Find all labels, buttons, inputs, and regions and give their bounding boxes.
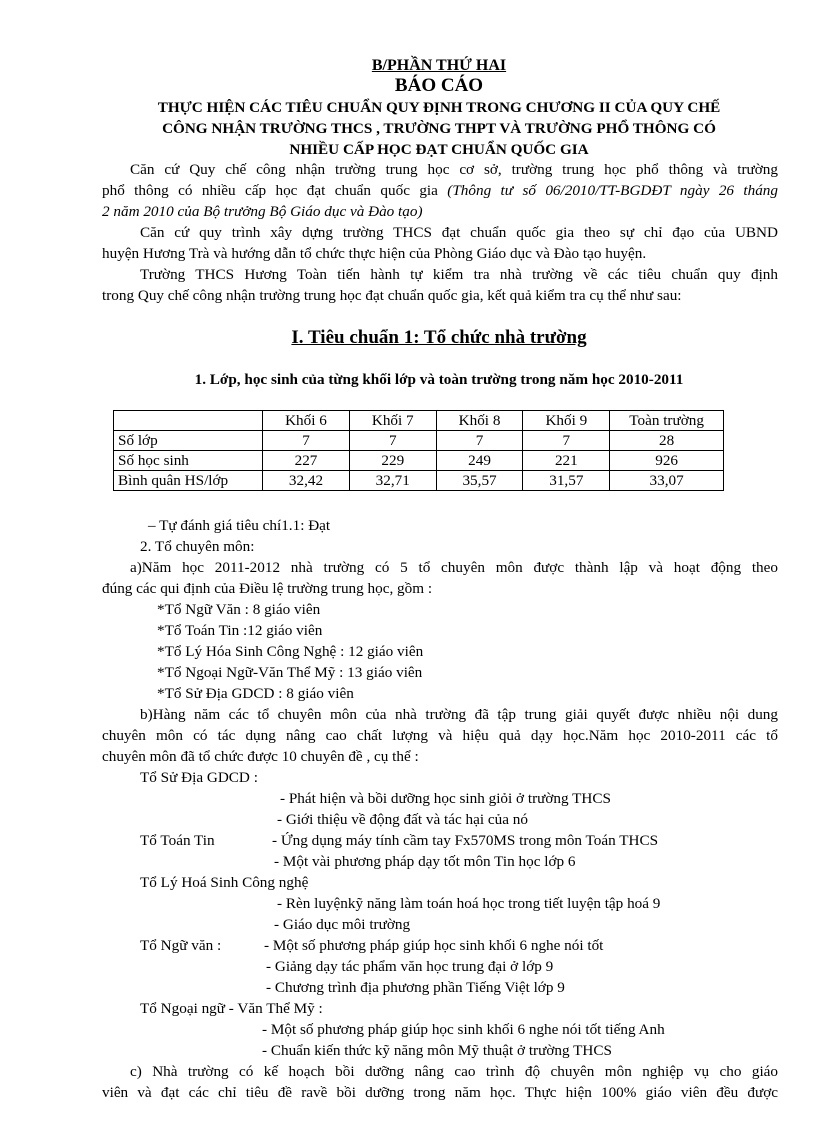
table-cell: 33,07 bbox=[610, 471, 724, 491]
para-c-line-1: c) Nhà trường có kế hoạch bồi dưỡng nâng cao trình độ chuyên môn nghiệp vụ cho giáo bbox=[130, 1063, 778, 1080]
table-cell: 7 bbox=[349, 431, 436, 451]
table-cell: 7 bbox=[436, 431, 523, 451]
intro-p2-line-2: huyện Hương Trà và hướng dẫn tổ chức thực hiện của Phòng Giáo dục và Đào tạo huyện. bbox=[102, 245, 647, 262]
table-row-label: Số học sinh bbox=[114, 451, 263, 471]
table-cell: 249 bbox=[436, 451, 523, 471]
table-row bbox=[114, 451, 724, 471]
para-c-line-2: viên và đạt các chỉ tiêu đề ravề bồi dưỡng trong năm học. Thực hiện 100% giáo viên đều được bbox=[102, 1084, 778, 1101]
group-list-item: *Tổ Sử Địa GDCD : 8 giáo viên bbox=[157, 685, 354, 702]
group-list-item: *Tổ Ngữ Văn : 8 giáo viên bbox=[157, 601, 321, 618]
table-header-cell: Khối 6 bbox=[263, 411, 350, 431]
group-ngu-van-label: Tổ Ngữ văn : bbox=[140, 937, 222, 954]
report-title: BÁO CÁO bbox=[394, 75, 484, 96]
para-a-line-2: đúng các qui định của Điều lệ trường trung học, gồm : bbox=[102, 580, 433, 597]
group-toan-tin-label: Tổ Toán Tin bbox=[140, 832, 215, 849]
intro-p2-line-1: Căn cứ quy trình xây dựng trường THCS đạt chuẩn quốc gia theo sự chỉ đạo của UBND bbox=[140, 224, 778, 241]
topic-item: - Giới thiệu về động đất và tác hại của nó bbox=[277, 811, 528, 828]
section-1-heading: I. Tiêu chuẩn 1: Tổ chức nhà trường bbox=[291, 327, 587, 348]
table-row bbox=[114, 471, 724, 491]
table-cell: 32,71 bbox=[349, 471, 436, 491]
intro-p3-line-2: trong Quy chế công nhận trường trung học đạt chuẩn quốc gia, kết quả kiểm tra cụ thể như sau: bbox=[102, 287, 682, 304]
group-list-item: *Tổ Lý Hóa Sinh Công Nghệ : 12 giáo viên bbox=[157, 643, 424, 660]
topic-item: - Rèn luyệnkỹ năng làm toán hoá học trong tiết luyện tập hoá 9 bbox=[277, 895, 661, 912]
subtitle-line-1: THỰC HIỆN CÁC TIÊU CHUẨN QUY ĐỊNH TRONG CHƯƠNG II CỦA QUY CHẾ bbox=[157, 99, 721, 116]
group-su-dia-label: Tổ Sử Địa GDCD : bbox=[140, 769, 258, 786]
para-b-line-2: chuyên môn có tác dụng nâng cao chất lượng và hiệu quả dạy học.Năm học 2010-2011 các tổ bbox=[102, 727, 778, 744]
subtitle-line-2: CÔNG NHẬN TRƯỜNG THCS , TRƯỜNG THPT VÀ TRƯỜNG PHỔ THÔNG CÓ bbox=[162, 120, 716, 137]
table-row bbox=[114, 431, 724, 451]
intro-p1-line-1: Căn cứ Quy chế công nhận trường trung học cơ sở, trường trung học phổ thông và trường bbox=[130, 161, 778, 178]
para-b-line-1: b)Hàng năm các tổ chuyên môn của nhà trường đã tập trung giải quyết được nhiều nội dung bbox=[140, 706, 778, 723]
table-cell: 28 bbox=[610, 431, 724, 451]
topic-item: - Một số phương pháp giúp học sinh khối 6 nghe nói tốt tiếng Anh bbox=[262, 1021, 665, 1038]
topic-item: - Giáo dục môi trường bbox=[274, 916, 411, 933]
table-header-row bbox=[114, 411, 724, 431]
table-cell bbox=[114, 411, 263, 431]
topic-item: - Ứng dụng máy tính cầm tay Fx570MS trong môn Toán THCS bbox=[272, 832, 659, 849]
topic-item: - Chương trình địa phương phần Tiếng Việt lớp 9 bbox=[266, 979, 565, 996]
subtitle-line-3: NHIỀU CẤP HỌC ĐẠT CHUẨN QUỐC GIA bbox=[289, 141, 589, 158]
intro-p1-line-2: phổ thông có nhiều cấp học đạt chuẩn quốc gia (Thông tư số 06/2010/TT-BGDĐT ngày 26 tháng bbox=[102, 182, 778, 199]
table-cell: 35,57 bbox=[436, 471, 523, 491]
class-stats-table bbox=[113, 410, 724, 491]
table-header-cell: Khối 7 bbox=[349, 411, 436, 431]
group-ly-hoa-label: Tổ Lý Hoá Sinh Công nghệ bbox=[140, 874, 309, 891]
intro-p1-line-3: 2 năm 2010 của Bộ trưởng Bộ Giáo dục và Đào tạo) bbox=[102, 203, 423, 220]
table-cell: 227 bbox=[263, 451, 350, 471]
topic-item: - Phát hiện và bồi dưỡng học sinh giỏi ở trường THCS bbox=[280, 790, 611, 807]
table-header-cell: Khối 8 bbox=[436, 411, 523, 431]
table-cell: 229 bbox=[349, 451, 436, 471]
part-heading: B/PHẦN THỨ HAI bbox=[371, 57, 507, 74]
para-b-line-3: chuyên môn đã tổ chức được 10 chuyên đề , cụ thể : bbox=[102, 748, 419, 765]
table-header-cell: Khối 9 bbox=[523, 411, 610, 431]
topic-item: - Giảng dạy tác phẩm văn học trung đại ở lớp 9 bbox=[266, 958, 554, 975]
table-header-cell: Toàn trường bbox=[610, 411, 724, 431]
table-row-label: Bình quân HS/lớp bbox=[114, 471, 263, 491]
group-list-item: *Tổ Ngoại Ngữ-Văn Thể Mỹ : 13 giáo viên bbox=[157, 664, 423, 681]
topic-item: - Chuẩn kiến thức kỹ năng môn Mỹ thuật ở trường THCS bbox=[262, 1042, 612, 1059]
group-list-item: *Tổ Toán Tin :12 giáo viên bbox=[157, 622, 323, 639]
topic-item: - Một số phương pháp giúp học sinh khối 6 nghe nói tốt bbox=[264, 937, 604, 954]
table-cell: 7 bbox=[523, 431, 610, 451]
section-1-subheading: 1. Lớp, học sinh của từng khối lớp và toàn trường trong năm học 2010-2011 bbox=[194, 371, 684, 388]
intro-p3-line-1: Trường THCS Hương Toàn tiến hành tự kiểm tra nhà trường về các tiêu chuẩn quy định bbox=[140, 266, 778, 283]
table-cell: 32,42 bbox=[263, 471, 350, 491]
table-cell: 221 bbox=[523, 451, 610, 471]
table-cell: 926 bbox=[610, 451, 724, 471]
table-cell: 31,57 bbox=[523, 471, 610, 491]
table-cell: 7 bbox=[263, 431, 350, 451]
table-row-label: Số lớp bbox=[114, 431, 263, 451]
group-ngoai-ngu-label: Tổ Ngoại ngữ - Văn Thể Mỹ : bbox=[140, 1000, 323, 1017]
topic-item: - Một vài phương pháp dạy tốt môn Tin học lớp 6 bbox=[274, 853, 576, 870]
para-a-line-1: a)Năm học 2011-2012 nhà trường có 5 tổ chuyên môn được thành lập và hoạt động theo bbox=[130, 559, 778, 576]
section-2-heading: 2. Tổ chuyên môn: bbox=[140, 538, 255, 555]
self-evaluation: – Tự đánh giá tiêu chí1.1: Đạt bbox=[148, 517, 331, 534]
